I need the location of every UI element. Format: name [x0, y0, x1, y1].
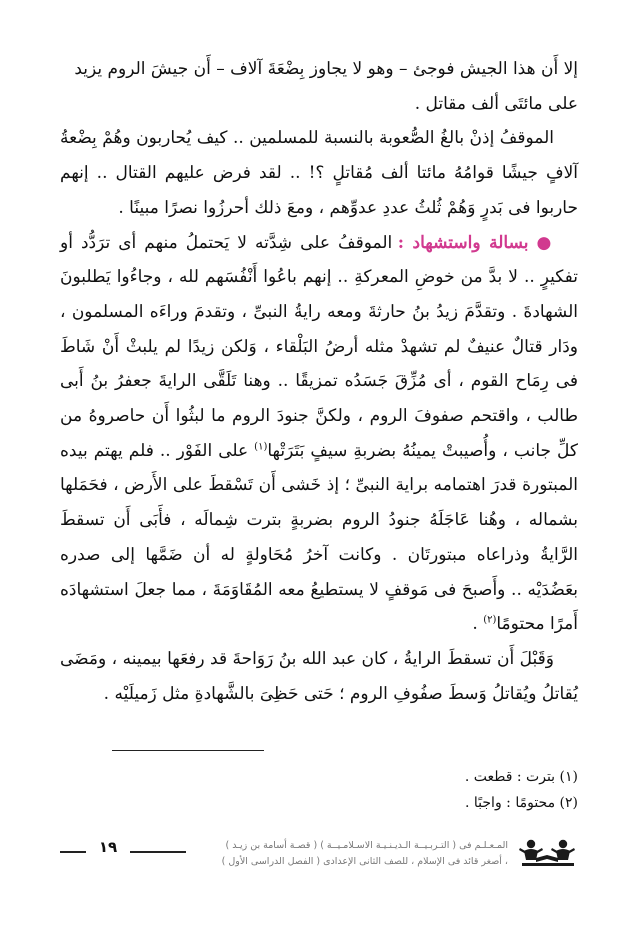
- paragraph-3-part-2: على الفَوْر .. فلم يهتم بيده المبتورة قدرَ اهتمامه براية النبىِّ ؛ إذ خَشى أَن تَسْقطَ على الأَرض ، فحَمَلها بشماله ، وهُنا عَاجَلَهُ جنودُ الروم بضربةٍ بترت شِمالَه ، فأَبَى أَن تسقطَ الرَّايةُ وذراعاه مبتورتَان . وكانت آخرُ مُحَاولةٍ له أن ضَمَّها إلى صدره بعَضُدَيْه .. وأَصبحَ فى مَوقفٍ لا يستطيعُ معه المُقَاوَمَةَ ، مما جعلَ استشهادَه أَمرًا محتومًا: [60, 440, 578, 635]
- series-caption: [148, 838, 508, 870]
- reading-children-icon: [518, 838, 578, 868]
- page-number: ١٩: [98, 838, 118, 856]
- paragraph-4: وَقَبْلَ أَن تسقطَ الرايةُ ، كان عبد الله بنُ رَوَاحةَ قد رفعَها بيمينه ، ومَضَى يُقاتلُ ويُقاتلُ وَسطَ صفُوفِ الروم ؛ حَتى حَظِىَ بالشَّهادةِ مثل زَميلَيْه .: [60, 648, 578, 704]
- paragraph-3-part-3: .: [472, 614, 484, 635]
- series-line-2: ، أصغر قائد فى الإسلام ، للصف الثانى الإعدادى ( الفصل الدراسى الأول ): [221, 856, 508, 867]
- main-text: [60, 52, 578, 711]
- footnote-2: (٢) محتومًا : واجبًا .: [465, 795, 578, 811]
- footnote-divider: [112, 750, 264, 751]
- footnote-ref-2: (٢): [483, 614, 497, 626]
- page-rule-right: [130, 851, 186, 853]
- paragraph-3: [60, 226, 578, 642]
- paragraph-1-line-1: إلا أَن هذا الجيش فوجئ – وهو لا يجاوز بِضْعَةَ آلاف – أَن جيشَ الروم يزيد: [74, 59, 578, 79]
- footnotes: [60, 764, 578, 816]
- page-footer: [60, 836, 578, 880]
- footnote-1: (١) بترت : قطعت .: [464, 769, 578, 785]
- series-line-1: المـعـلـم فى ( التـربـيــة الـديـنـيـة الاسـلامـيــة ) ( قصـة أسامة بن زيـد ): [225, 840, 508, 851]
- page-rule-left: [60, 851, 86, 853]
- footnote-ref-1: (١): [254, 441, 268, 453]
- paragraph-2: الموقفُ إذنْ بالغُ الصُّعوبة بالنسبة للمسلمين .. كيف يُحاربون وهُمْ بِضْعةُ آلافٍ جيشًا قوامُهُ مائتا ألف مُقاتلٍ ؟! .. لقد فرض عليهم القتال .. إنهم حاربوا فى بَدرٍ وَهُمْ ثُلثُ عددِ عدوِّهم ، ومعَ ذلك أحرزُوا نصرًا مبينًا .: [60, 128, 578, 218]
- paragraph-3-part-1: الموقفُ على شِدَّته لا يَحتملُ منهم أى ترَدُّد أو تفكيرٍ .. لا بدَّ من خوضِ المعركةِ .. إنهم باعُوا أَنْفُسَهم لله ، وجاءُوا يَطلبونَ الشهادةَ . وتقدَّمَ زيدُ بنُ حارثةَ ومعه رايةُ النبىِّ ، وتقدمَ وراءَه المسلمون ، ودَار قتالٌ عنيفٌ لم تشهدْ مثله أرضُ البَلْقاء ، وَلكن زيدًا لم يلبثْ أَنْ شَاطَ فى رِمَاح القوم ، أى مُزِّقَ جَسَدُه تمزيقًا .. وهنا تَلَقَّى الرايةَ جعفرُ بنُ أَبى طالب ، واقتحم صفوفَ الروم ، ولكنَّ جنودَ الروم ما لبثُوا أَن حاصروهُ من كلِّ جانب ، وأُصيبتْ يمينُهُ بضربةِ سيفٍ بَتَرَتْها: [60, 232, 579, 461]
- page-number-block: [60, 836, 190, 866]
- bullet-icon: ●: [536, 232, 554, 253]
- paragraph-1-line-2: على مائتَى ألف مقاتل .: [414, 93, 578, 114]
- paragraph-1: [60, 52, 578, 121]
- section-heading: بسالة واستشهاد :: [397, 232, 529, 253]
